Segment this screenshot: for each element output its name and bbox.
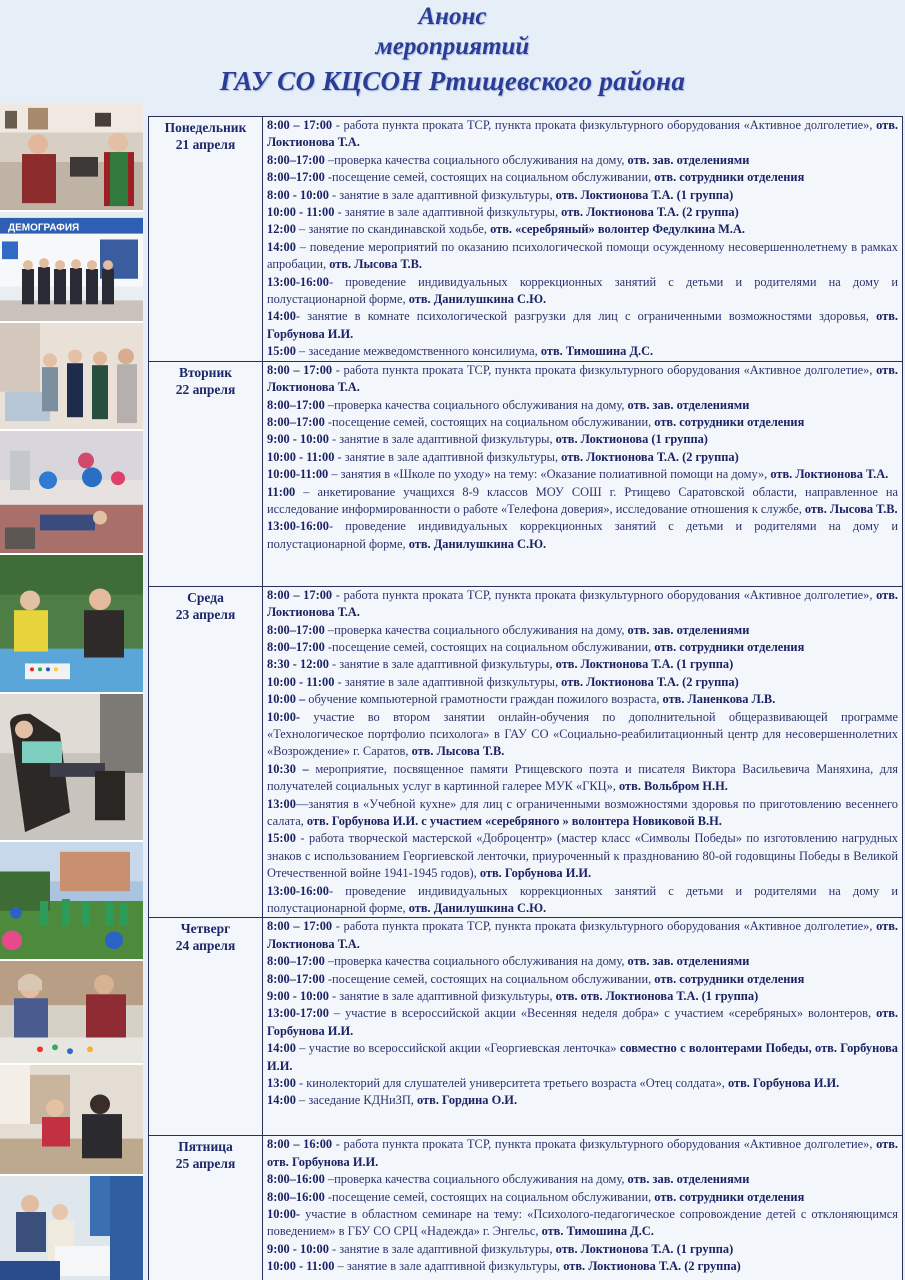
- event-text: - проведение индивидуальных коррекционных занятий с детьми и родителями на дому и полустационарной форме,: [267, 883, 898, 915]
- event-text: – анкетирование учащихся 8-9 классов МОУ СОШ г. Ртищево Саратовской области, направленное на исследование информированности о работе «Телефона доверия», исследование отношения к службе,: [267, 484, 898, 516]
- event-time: 8:00 – 17:00: [267, 118, 333, 132]
- event-resp: отв. Горбунова И.И.: [728, 1076, 840, 1091]
- event-resp: отв. Горбунова И.И.: [267, 309, 898, 341]
- event-resp: отв. зав. отделениями: [627, 622, 750, 637]
- event-resp: отв. Данилушкина С.Ю.: [408, 292, 547, 307]
- event-item: [267, 656, 898, 673]
- event-resp: отв. Тимошина Д.С.: [540, 344, 654, 359]
- event-item: [267, 988, 898, 1005]
- event-text: -посещение семей, состоящих на социальном обслуживании,: [324, 170, 655, 185]
- event-resp: отв. сотрудники отделения: [654, 170, 805, 185]
- event-time: 8:30 - 12:00: [267, 657, 329, 672]
- event-item: [267, 796, 898, 831]
- event-resp: отв. сотрудники отделения: [654, 414, 805, 429]
- photo-demography-bus: [0, 212, 143, 323]
- day-name: Четверг: [180, 921, 231, 937]
- event-text: –проверка качества социального обслуживания на дому,: [324, 397, 628, 412]
- event-resp: отв. сотрудники отделения: [654, 639, 805, 654]
- event-resp: отв. Тимошина Д.С.: [541, 1224, 654, 1239]
- event-resp: отв. Локтионова Т.А. (2 группа): [561, 449, 739, 464]
- event-time: 13:00-16:00: [267, 274, 329, 289]
- event-time: 10:30 –: [267, 761, 309, 776]
- event-resp: отв. Локтионова Т.А.: [267, 919, 898, 951]
- event-text: участие в областном семинаре на тему: «Психолого-педагогическое сопровождение детей с отклоняющимся поведением» в ГБУ СО СРЦ «Надежда» г. Энгельс,: [267, 1207, 898, 1239]
- event-text: – заседание межведомственного консилиума,: [295, 344, 541, 359]
- event-resp: отв. отв. Локтионова Т.А. (1 группа): [555, 989, 759, 1004]
- event-text: – заседание КДНиЗП,: [295, 1093, 418, 1108]
- photo-group-visit: [0, 323, 143, 431]
- event-time: 12:00: [267, 222, 296, 237]
- event-time: 15:00: [267, 831, 296, 846]
- event-time: 8:00–17:00: [267, 639, 325, 654]
- event-item: [267, 830, 898, 882]
- day-cell: [149, 586, 263, 918]
- event-item: [267, 239, 898, 274]
- event-resp: отв. зав. отделениями: [627, 152, 750, 167]
- event-time: 13:00: [267, 796, 296, 811]
- event-text: - работа творческой мастерской «Доброцентр» (мастер класс «Символы Победы» по изготовлению нагрудных знаков с использованием Георгиевской ленточки, приуроченный к празднованию 80-ой годовщины Победы в Великой Отечественной войне 1941-1945 годов),: [267, 831, 898, 881]
- event-time: 13:00-17:00: [267, 1006, 329, 1021]
- event-time: 8:00–17:00: [267, 622, 325, 637]
- event-text: обучение компьютерной грамотности граждан пожилого возраста,: [305, 692, 663, 707]
- event-item: [267, 1136, 898, 1171]
- event-time: 13:00-16:00: [267, 519, 329, 534]
- event-text: - занятие в зале адаптивной физкультуры,: [328, 1241, 556, 1256]
- day-name: Среда: [187, 589, 224, 605]
- day-row: [149, 1136, 903, 1280]
- event-text: – занятие в зале адаптивной физкультуры,: [334, 1259, 564, 1274]
- event-time: 15:00: [267, 344, 296, 359]
- event-text: –проверка качества социального обслуживания на дому,: [324, 954, 628, 969]
- event-resp: отв. Ланенкова Л.В.: [662, 692, 776, 707]
- event-text: – поведение мероприятий по оказанию психологической помощи осужденному несовершеннолетнему в рамках апробации,: [267, 239, 898, 272]
- event-resp: отв. Локтионова Т.А.: [267, 362, 898, 395]
- event-resp: отв. Локтионова Т.А. (2 группа): [561, 674, 739, 689]
- day-date: 25 апреля: [175, 1156, 236, 1172]
- day-date: 23 апреля: [175, 606, 236, 622]
- title-line-3: ГАУ СО КЦСОН Ртищевского района: [219, 66, 686, 96]
- event-item: [267, 883, 898, 918]
- event-time: 8:00–17:00: [267, 397, 325, 412]
- event-time: 9:00 - 10:00: [267, 1241, 329, 1256]
- event-item: [267, 971, 898, 988]
- event-time: 10:00 –: [267, 692, 306, 707]
- event-time: 10:00-11:00: [267, 467, 329, 482]
- day-row: [149, 361, 903, 586]
- event-time: 8:00 - 10:00: [267, 187, 329, 202]
- event-time: 14:00: [267, 1041, 296, 1056]
- events-cell: [263, 117, 903, 362]
- event-resp: отв. Данилушкина С.Ю.: [408, 901, 547, 915]
- bus-caption: ДЕМОГРАФИЯ: [7, 222, 80, 234]
- photo-gym-exercise: [0, 431, 143, 555]
- event-time: 8:00 – 16:00: [267, 1137, 333, 1152]
- event-resp: отв. «серебряный» волонтер Федулкина М.А.: [490, 222, 745, 237]
- events-cell: [263, 918, 903, 1136]
- event-time: 8:00–16:00: [267, 1189, 325, 1204]
- event-time: 8:00–17:00: [267, 152, 325, 167]
- event-item: [267, 1241, 898, 1258]
- event-resp: отв. Локтионова Т.А. (2 группа): [563, 1259, 741, 1274]
- event-text: - кинолекторий для слушателей университета третьего возраста «Отец солдата»,: [295, 1076, 728, 1091]
- event-item: [267, 674, 898, 691]
- event-text: -посещение семей, состоящих на социальном обслуживании,: [324, 971, 655, 986]
- event-item: [267, 639, 898, 656]
- event-resp: отв. Локтионова Т.А.: [770, 467, 889, 482]
- event-resp: отв. Гордина О.И.: [417, 1093, 518, 1108]
- event-resp: отв. сотрудники отделения: [654, 1189, 805, 1204]
- event-text: - занятие в зале адаптивной физкультуры,: [328, 657, 556, 672]
- photo-massage-chair: [0, 694, 143, 842]
- event-text: – участие в всероссийской акции «Весенняя неделя добра» с участием «серебряных» волонтеров,: [328, 1006, 877, 1021]
- event-time: 8:00 – 17:00: [267, 587, 333, 602]
- event-item: [267, 169, 898, 186]
- event-resp: отв. Горбунова И.И.: [479, 866, 592, 881]
- photo-craft-workshop: [0, 961, 143, 1065]
- event-time: 8:00–17:00: [267, 414, 325, 429]
- event-item: [267, 1075, 898, 1092]
- event-time: 10:00 - 11:00: [267, 674, 335, 689]
- event-item: [267, 362, 898, 397]
- event-resp: отв. сотрудники отделения: [654, 971, 805, 986]
- event-text: – занятие по скандинавской ходьбе,: [295, 222, 491, 237]
- photo-child-therapy: [0, 1176, 143, 1280]
- event-resp: отв. Локтионова (1 группа): [555, 432, 708, 447]
- event-item: [267, 484, 898, 519]
- event-item: [267, 691, 898, 708]
- event-time: 10:00-: [267, 1207, 301, 1222]
- day-date: 22 апреля: [175, 381, 236, 397]
- event-time: 10:00 - 11:00: [267, 205, 335, 220]
- event-text: - занятие в зале адаптивной физкультуры,: [328, 989, 556, 1004]
- event-item: [267, 274, 898, 309]
- event-resp: отв. Локтионова Т.А. (1 группа): [555, 187, 734, 202]
- event-text: мероприятие, посвященное памяти Ртищевского поэта и писателя Виктора Васильевича Маняхина, для получателей социальных услуг в картинной галерее МУК «ГКЦ»,: [267, 761, 898, 794]
- event-resp: отв. Локтионова Т.А.: [267, 587, 898, 620]
- event-time: 10:00 - 11:00: [267, 449, 335, 464]
- event-text: – участие во всероссийской акции «Георгиевская ленточка»: [295, 1041, 620, 1056]
- day-date: 24 апреля: [175, 938, 236, 954]
- event-time: 11:00: [267, 484, 296, 499]
- schedule-table: [148, 116, 903, 1280]
- event-item: [267, 918, 898, 953]
- event-item: [267, 152, 898, 169]
- event-time: 14:00: [267, 309, 296, 324]
- event-resp: отв. Лысова Т.В.: [411, 744, 505, 759]
- events-cell: [263, 1136, 903, 1280]
- event-text: - занятие в зале адаптивной физкультуры,: [334, 674, 562, 689]
- event-item: [267, 761, 898, 796]
- event-item: [267, 518, 898, 553]
- event-item: [267, 1092, 898, 1109]
- event-text: - занятие в комнате психологической разгрузки для лиц с ограниченными возможностями здоровья,: [295, 309, 877, 324]
- event-text: - проведение индивидуальных коррекционных занятий с детьми и родителями на дому и полустационарной форме,: [267, 519, 898, 551]
- event-item: [267, 221, 898, 238]
- event-time: 13:00: [267, 1076, 296, 1091]
- event-item: [267, 1040, 898, 1075]
- event-time: 8:00–16:00: [267, 1172, 325, 1187]
- event-time: 10:00-: [267, 709, 301, 724]
- event-resp: отв. зав. отделениями: [627, 954, 750, 969]
- event-text: - проведение индивидуальных коррекционных занятий с детьми и родителями на дому и полустационарной форме,: [267, 274, 898, 307]
- title-line-1: Анонс: [418, 3, 487, 30]
- event-resp: отв. Горбунова И.И.: [267, 1006, 898, 1038]
- event-resp: отв. Локтионова Т.А. (1 группа): [555, 657, 734, 672]
- photo-drawing-lesson: [0, 555, 143, 694]
- event-time: 8:00 – 17:00: [267, 362, 333, 377]
- event-text: - занятие в зале адаптивной физкультуры,: [328, 432, 556, 447]
- event-time: 10:00 - 11:00: [267, 1259, 335, 1274]
- event-item: [267, 343, 898, 360]
- day-name: Вторник: [178, 364, 233, 380]
- event-time: 9:00 - 10:00: [267, 989, 329, 1004]
- event-item: [267, 466, 898, 483]
- event-text: –проверка качества социального обслуживания на дому,: [324, 152, 628, 167]
- event-resp: отв. зав. отделениями: [627, 397, 750, 412]
- event-text: - работа пункта проката ТСР, пункта проката физкультурного оборудования «Активное долголетие»,: [332, 919, 877, 934]
- event-resp: отв. Лысова Т.В.: [329, 257, 423, 272]
- event-item: [267, 1005, 898, 1040]
- event-time: 14:00: [267, 239, 296, 254]
- day-cell: [149, 918, 263, 1136]
- event-time: 8:00–17:00: [267, 170, 325, 185]
- day-name: Понедельник: [164, 120, 247, 135]
- event-text: -посещение семей, состоящих на социальном обслуживании,: [324, 639, 655, 654]
- event-item: [267, 953, 898, 970]
- event-text: участие во втором занятии онлайн-обучения по дополнительной общеразвивающей программе «Технологическое портфолио психолога» в ГАУ СО «Социально-реабилитационный центр для несовершеннолетних «Возрождение» г. Саратов,: [267, 709, 898, 759]
- event-text: -посещение семей, состоящих на социальном обслуживании,: [324, 414, 655, 429]
- events-cell: [263, 361, 903, 586]
- day-name: Пятница: [178, 1139, 233, 1155]
- event-item: [267, 449, 898, 466]
- event-text: - занятие в зале адаптивной физкультуры,: [328, 187, 556, 202]
- event-text: - работа пункта проката ТСР, пункта проката физкультурного оборудования «Активное долголетие»,: [332, 587, 877, 602]
- event-resp: отв. Горбунова И.И. с участием «серебряного » волонтера Новиковой В.Н.: [306, 813, 722, 828]
- day-row: [149, 117, 903, 362]
- day-row: [149, 586, 903, 918]
- event-time: 8:00 – 17:00: [267, 919, 333, 934]
- photo-consultation: [0, 1065, 143, 1176]
- event-resp: отв. Лысова Т.В.: [804, 501, 898, 516]
- event-resp: совместно с волонтерами Победы, отв. Горбунова И.И.: [267, 1041, 898, 1073]
- event-resp: отв. отв. Горбунова И.И.: [267, 1137, 898, 1169]
- day-date: 21 апреля: [175, 137, 236, 152]
- day-cell: [149, 361, 263, 586]
- event-time: 14:00: [267, 1093, 296, 1108]
- event-item: [267, 117, 898, 152]
- event-resp: отв. Локтионова Т.А. (1 группа): [555, 1241, 734, 1256]
- event-item: [267, 1206, 898, 1241]
- event-resp: отв. Вольбром Н.Н.: [619, 779, 728, 794]
- event-item: [267, 187, 898, 204]
- day-cell: [149, 117, 263, 362]
- event-resp: отв. Локтионова Т.А. (2 группа): [561, 205, 739, 220]
- day-row: [149, 918, 903, 1136]
- title-line-2: мероприятий: [375, 33, 530, 60]
- event-text: - работа пункта проката ТСР, пункта проката физкультурного оборудования «Активное долголетие»,: [332, 362, 877, 377]
- event-text: —занятия в «Учебной кухне» для лиц с ограниченными возможностями здоровья по приготовлению весеннего салата,: [267, 796, 898, 828]
- event-item: [267, 1189, 898, 1206]
- photo-outdoor-exercise: [0, 842, 143, 961]
- event-text: - занятие в зале адаптивной физкультуры,: [334, 449, 562, 464]
- event-time: 9:00 - 10:00: [267, 432, 329, 447]
- event-time: 8:00–17:00: [267, 954, 325, 969]
- event-item: [267, 431, 898, 448]
- event-time: 8:00–17:00: [267, 971, 325, 986]
- day-cell: [149, 1136, 263, 1280]
- event-text: –проверка качества социального обслуживания на дому,: [324, 1172, 628, 1187]
- event-text: – занятия в «Школе по уходу» на тему: «Оказание полиативной помощи на дому»,: [328, 467, 771, 482]
- event-text: - работа пункта проката ТСР, пункта проката физкультурного оборудования «Активное долголетие»,: [332, 118, 877, 132]
- event-text: - работа пункта проката ТСР, пункта проката физкультурного оборудования «Активное долголетие»,: [332, 1137, 877, 1152]
- event-resp: отв. Локтионова Т.А.: [267, 118, 898, 150]
- photo-strip: [0, 103, 143, 1280]
- event-item: [267, 308, 898, 343]
- event-item: [267, 622, 898, 639]
- event-text: - занятие в зале адаптивной физкультуры,: [334, 205, 562, 220]
- event-resp: отв. зав. отделениями: [627, 1172, 750, 1187]
- event-text: –проверка качества социального обслуживания на дому,: [324, 622, 628, 637]
- event-item: [267, 1258, 898, 1275]
- event-item: [267, 1171, 898, 1188]
- event-text: -посещение семей, состоящих на социальном обслуживании,: [324, 1189, 655, 1204]
- events-cell: [263, 586, 903, 918]
- event-item: [267, 414, 898, 431]
- event-time: 13:00-16:00: [267, 883, 329, 898]
- event-item: [267, 709, 898, 761]
- event-item: [267, 587, 898, 622]
- photo-kitchen-class: [0, 103, 143, 212]
- page-title: [0, 2, 905, 102]
- event-item: [267, 397, 898, 414]
- event-resp: отв. Данилушкина С.Ю.: [408, 536, 547, 551]
- event-item: [267, 204, 898, 221]
